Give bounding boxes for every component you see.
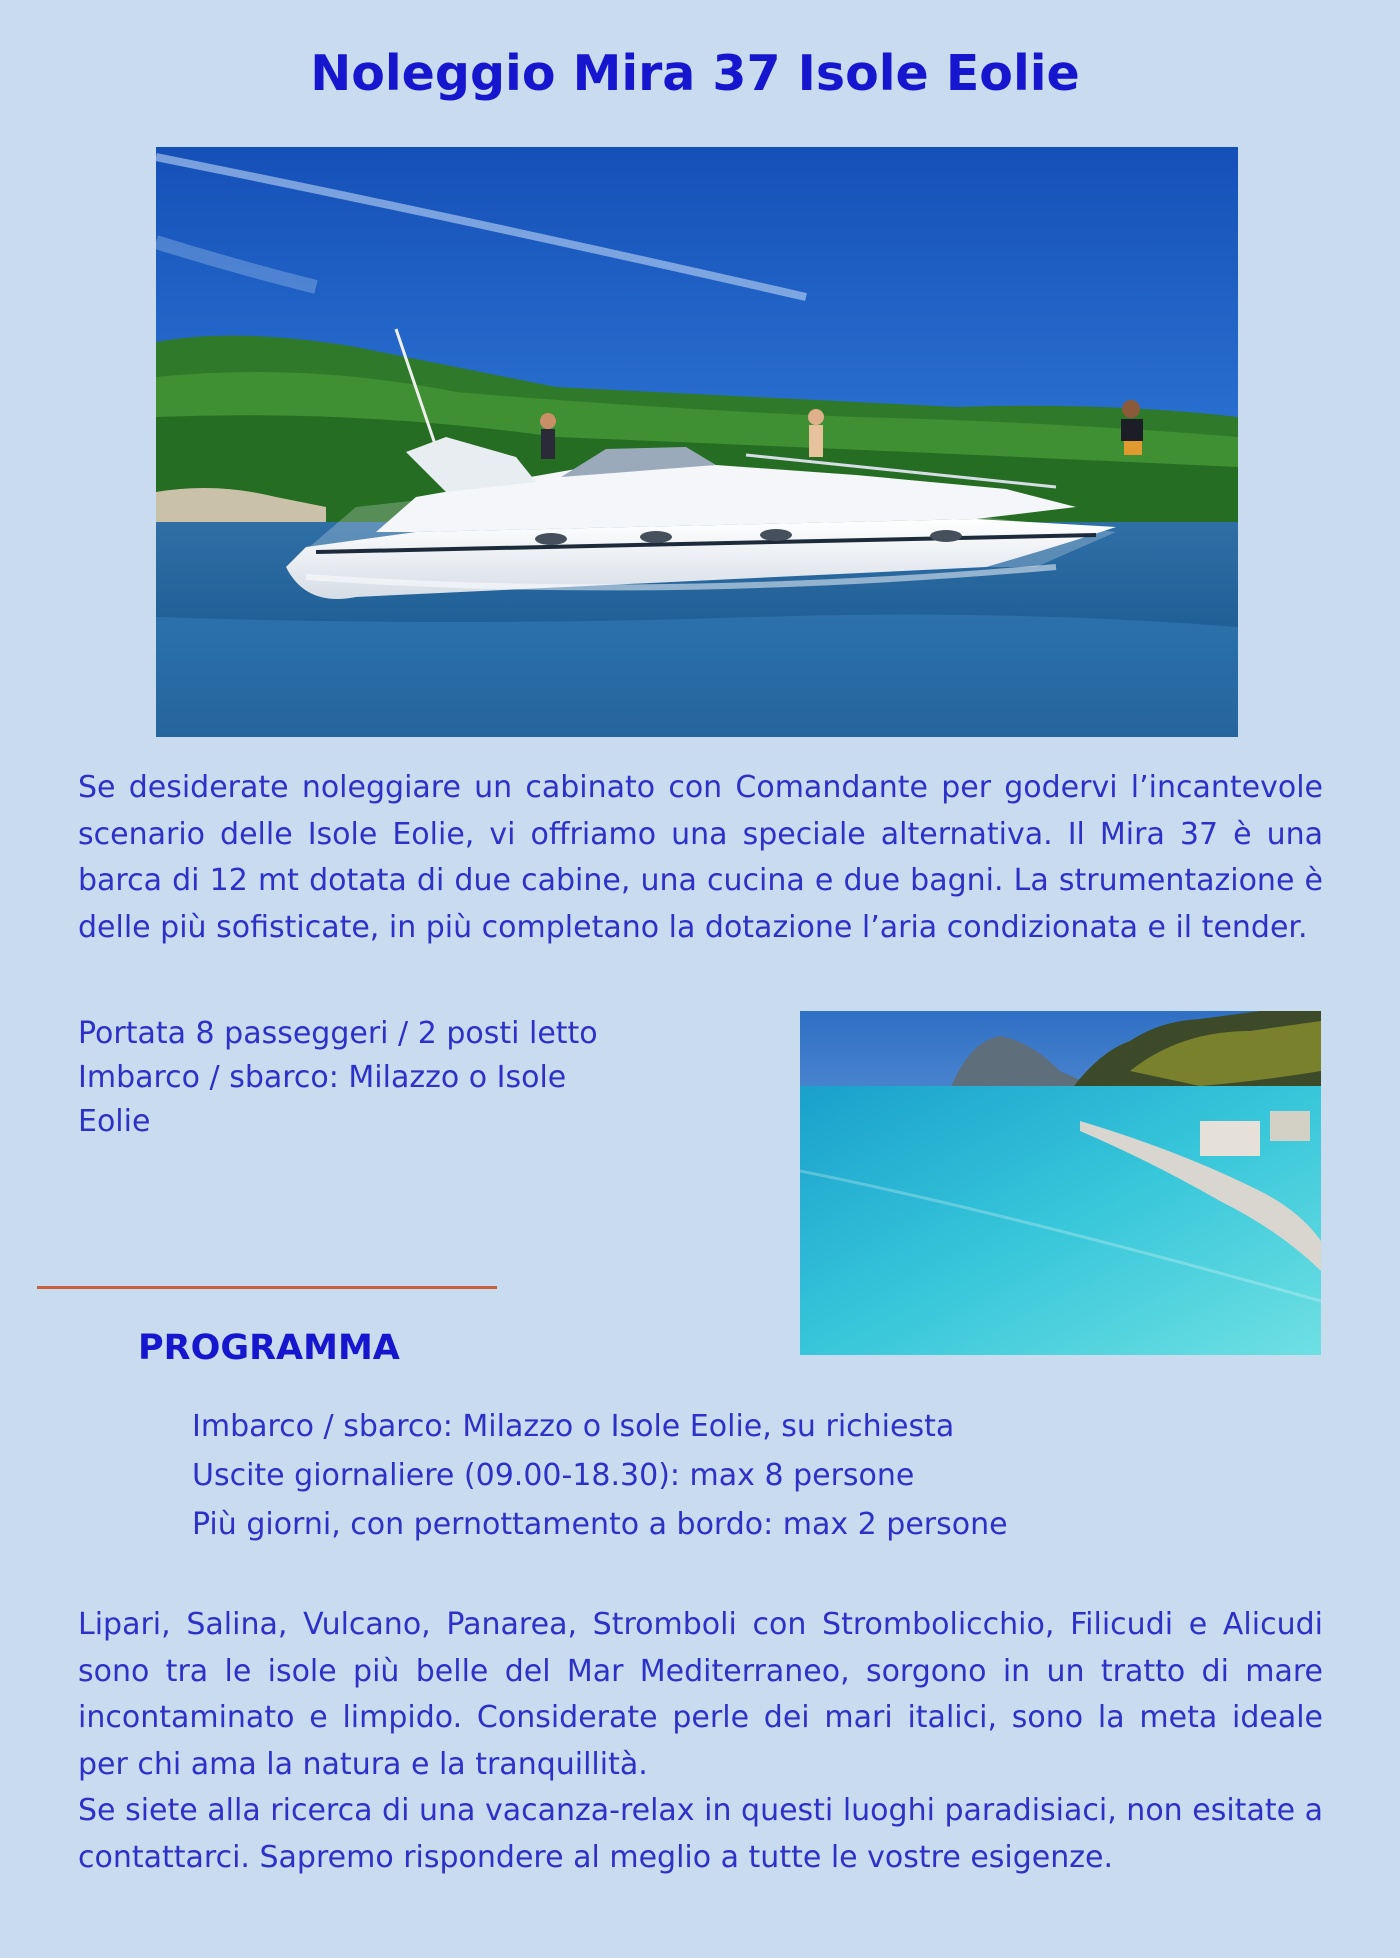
outro-text [78,1602,1323,1881]
programma-list [192,1402,1008,1549]
intro-paragraph: Se desiderate noleggiare un cabinato con Comandante per godervi l’incantevole scenario delle Isole Eolie, vi offriamo una speciale alternativa. Il Mira 37 è una barca di 12 mt dotata di due cabine, una cucina e due bagni. La strumentazione è delle più sofisticate, in più completano la dotazione l’aria condizionata e il tender. [78,770,1323,945]
boat-specs [78,1012,638,1144]
spec-capacity: Portata 8 passeggeri / 2 posti letto [78,1016,598,1051]
boat-photo [156,147,1238,737]
programma-item: Più giorni, con pernottamento a bordo: max 2 persone [192,1507,1008,1542]
programma-item: Imbarco / sbarco: Milazzo o Isole Eolie, su richiesta [192,1409,955,1444]
outro-paragraph-islands: Lipari, Salina, Vulcano, Panarea, Stromboli con Strombolicchio, Filicudi e Alicudi sono tra le isole più belle del Mar Mediterraneo, sorgono in un tratto di mare incontaminato e limpido. Considerate perle dei mari italici, sono la meta ideale per chi ama la natura e la tranquillità. [78,1607,1323,1782]
programma-heading: PROGRAMMA [138,1328,400,1368]
beach-photo [800,1011,1321,1355]
programma-item: Uscite giornaliere (09.00-18.30): max 8 persone [192,1458,915,1493]
spec-embark: Imbarco / sbarco: Milazzo o Isole Eolie [78,1060,567,1139]
outro-paragraph-contact: Se siete alla ricerca di una vacanza-relax in questi luoghi paradisiaci, non esitate a contattarci. Sapremo rispondere al meglio a tutte le vostre esigenze. [78,1793,1323,1875]
section-divider [37,1286,497,1289]
page-title: Noleggio Mira 37 Isole Eolie [310,45,1080,102]
